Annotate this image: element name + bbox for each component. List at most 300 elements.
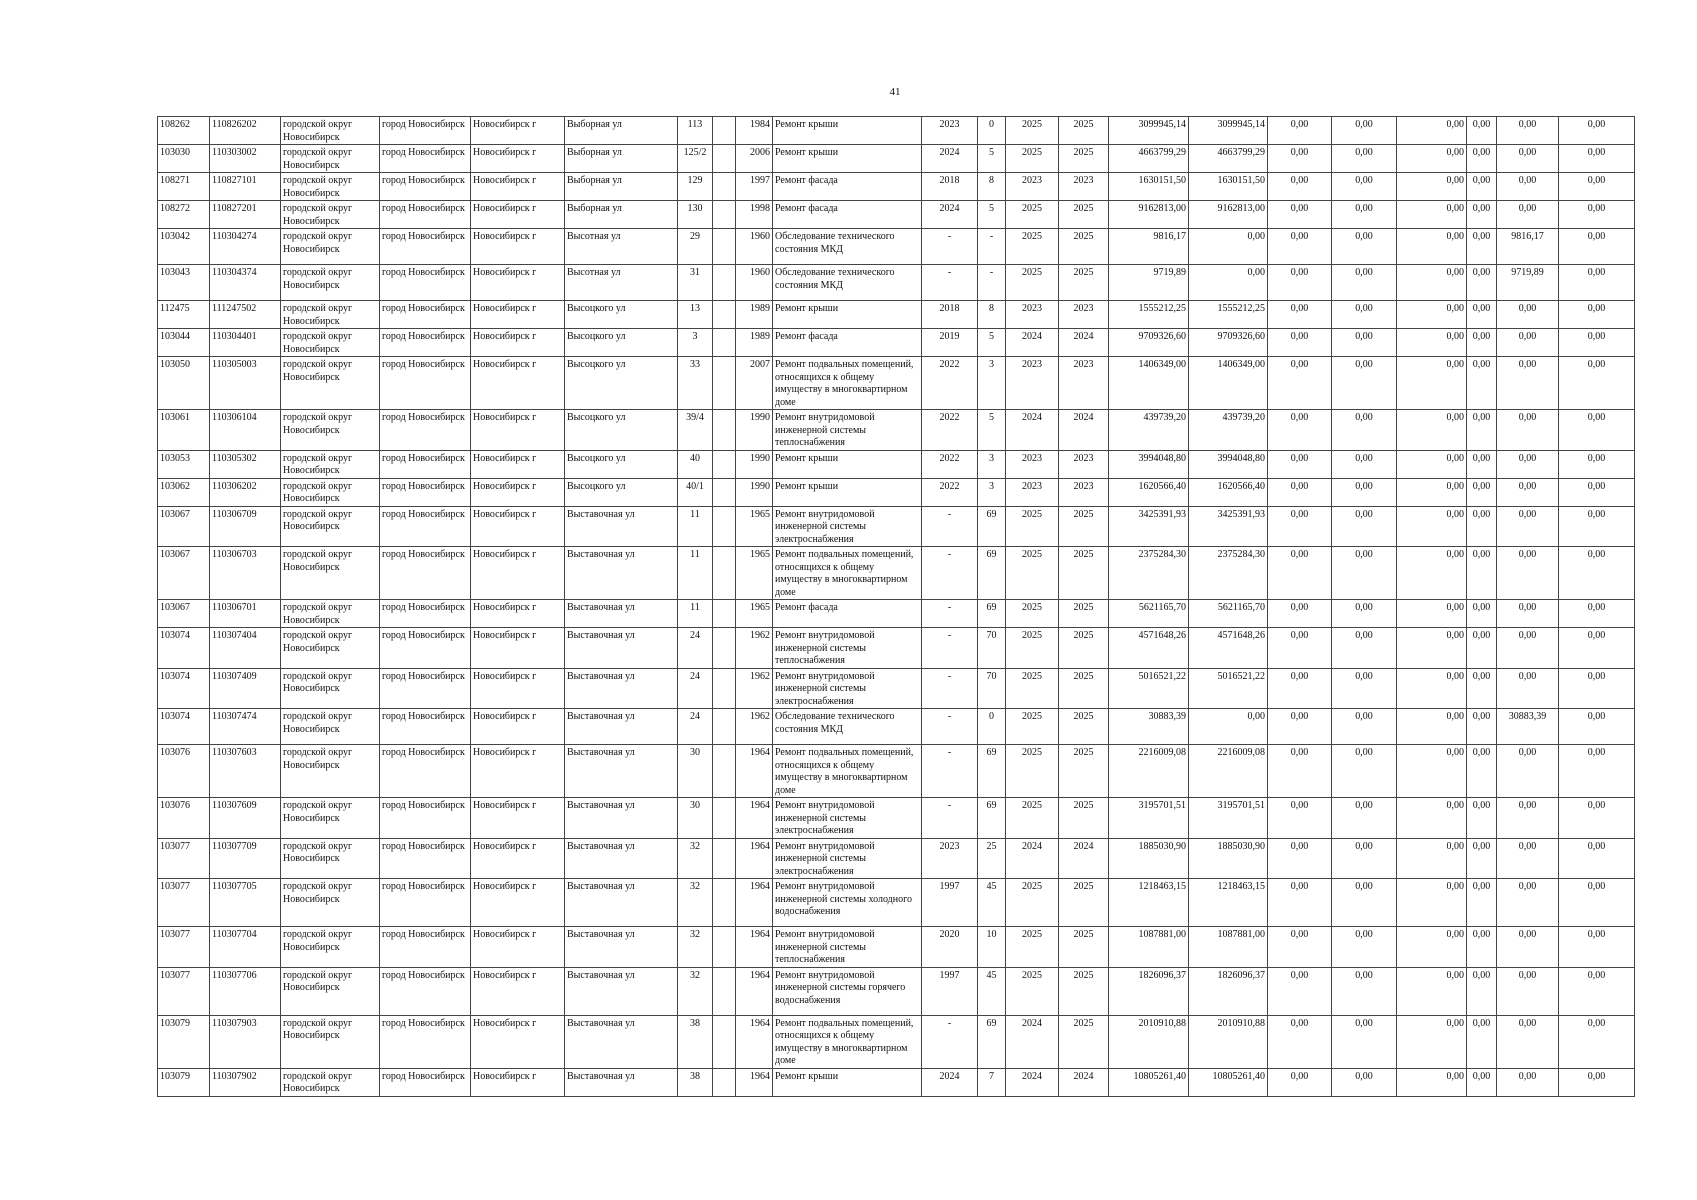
cell-city: Новосибирск г	[471, 117, 565, 145]
cell-fund-cost: 2010910,88	[1189, 1015, 1268, 1068]
cell-blank	[713, 709, 736, 745]
cell-survey-cost: 0,00	[1497, 927, 1559, 968]
cell-budget-regional: 0,00	[1332, 745, 1397, 798]
cell-settlement: город Новосибирск	[380, 668, 471, 709]
table-row	[158, 709, 1635, 745]
cell-fund-cost: 9709326,60	[1189, 329, 1268, 357]
cell-code: 110303002	[210, 145, 281, 173]
cell-total-cost: 4663799,29	[1109, 145, 1189, 173]
cell-code: 110305003	[210, 357, 281, 410]
cell-work-type: Обследование технического состояния МКД	[773, 709, 922, 745]
cell-code: 111247502	[210, 301, 281, 329]
cell-street: Выставочная ул	[565, 1015, 678, 1068]
cell-budget-local: 0,00	[1397, 301, 1467, 329]
cell-plan-start: 2025	[1006, 628, 1059, 669]
cell-settlement: город Новосибирск	[380, 838, 471, 879]
cell-other-funds: 0,00	[1467, 668, 1497, 709]
cell-city: Новосибирск г	[471, 301, 565, 329]
cell-wear: 0	[978, 117, 1006, 145]
cell-fund-cost: 439739,20	[1189, 410, 1268, 451]
cell-extra: 0,00	[1559, 301, 1635, 329]
cell-survey-cost: 0,00	[1497, 201, 1559, 229]
cell-wear: 69	[978, 1015, 1006, 1068]
cell-district: городской округ Новосибирск	[281, 173, 380, 201]
cell-last-repair-year: 2022	[922, 478, 978, 506]
cell-house: 125/2	[678, 145, 713, 173]
cell-total-cost: 3195701,51	[1109, 798, 1189, 839]
cell-total-cost: 1826096,37	[1109, 967, 1189, 1015]
cell-wear: 3	[978, 450, 1006, 478]
cell-blank	[713, 301, 736, 329]
cell-code: 110307474	[210, 709, 281, 745]
cell-district: городской округ Новосибирск	[281, 301, 380, 329]
cell-budget-local: 0,00	[1397, 798, 1467, 839]
cell-extra: 0,00	[1559, 450, 1635, 478]
cell-house: 32	[678, 967, 713, 1015]
cell-wear: 69	[978, 745, 1006, 798]
cell-survey-cost: 0,00	[1497, 329, 1559, 357]
cell-code: 110307902	[210, 1068, 281, 1096]
cell-other-funds: 0,00	[1467, 967, 1497, 1015]
table-row	[158, 967, 1635, 1015]
cell-id: 103044	[158, 329, 210, 357]
cell-fund-cost: 4571648,26	[1189, 628, 1268, 669]
cell-survey-cost: 0,00	[1497, 745, 1559, 798]
cell-fund-cost: 5621165,70	[1189, 600, 1268, 628]
cell-district: городской округ Новосибирск	[281, 265, 380, 301]
cell-total-cost: 3099945,14	[1109, 117, 1189, 145]
cell-last-repair-year: 2019	[922, 329, 978, 357]
cell-year-built: 1965	[736, 506, 773, 547]
cell-id: 103053	[158, 450, 210, 478]
cell-city: Новосибирск г	[471, 201, 565, 229]
cell-budget-federal: 0,00	[1268, 450, 1332, 478]
cell-street: Выставочная ул	[565, 967, 678, 1015]
cell-year-built: 1989	[736, 301, 773, 329]
cell-other-funds: 0,00	[1467, 879, 1497, 927]
cell-id: 103061	[158, 410, 210, 451]
cell-house: 129	[678, 173, 713, 201]
cell-other-funds: 0,00	[1467, 745, 1497, 798]
cell-last-repair-year: 2018	[922, 173, 978, 201]
cell-settlement: город Новосибирск	[380, 506, 471, 547]
table-row	[158, 798, 1635, 839]
cell-last-repair-year: -	[922, 229, 978, 265]
cell-code: 110305302	[210, 450, 281, 478]
cell-last-repair-year: -	[922, 745, 978, 798]
cell-id: 108272	[158, 201, 210, 229]
cell-id: 103074	[158, 628, 210, 669]
cell-plan-start: 2023	[1006, 173, 1059, 201]
cell-id: 103062	[158, 478, 210, 506]
cell-other-funds: 0,00	[1467, 410, 1497, 451]
cell-survey-cost: 0,00	[1497, 117, 1559, 145]
cell-district: городской округ Новосибирск	[281, 201, 380, 229]
cell-other-funds: 0,00	[1467, 329, 1497, 357]
table-row	[158, 838, 1635, 879]
cell-budget-local: 0,00	[1397, 506, 1467, 547]
cell-plan-start: 2024	[1006, 838, 1059, 879]
cell-code: 110827201	[210, 201, 281, 229]
cell-wear: 0	[978, 709, 1006, 745]
cell-budget-regional: 0,00	[1332, 410, 1397, 451]
cell-budget-local: 0,00	[1397, 1068, 1467, 1096]
cell-work-type: Ремонт крыши	[773, 145, 922, 173]
cell-work-type: Ремонт внутридомовой инженерной системы горячего водоснабжения	[773, 967, 922, 1015]
cell-extra: 0,00	[1559, 201, 1635, 229]
cell-street: Высоцкого ул	[565, 357, 678, 410]
cell-house: 30	[678, 798, 713, 839]
cell-city: Новосибирск г	[471, 357, 565, 410]
cell-city: Новосибирск г	[471, 838, 565, 879]
cell-other-funds: 0,00	[1467, 145, 1497, 173]
table-row	[158, 600, 1635, 628]
cell-budget-local: 0,00	[1397, 410, 1467, 451]
cell-plan-start: 2024	[1006, 410, 1059, 451]
cell-code: 110307709	[210, 838, 281, 879]
cell-house: 24	[678, 668, 713, 709]
cell-total-cost: 1630151,50	[1109, 173, 1189, 201]
cell-other-funds: 0,00	[1467, 357, 1497, 410]
cell-id: 103042	[158, 229, 210, 265]
cell-budget-regional: 0,00	[1332, 478, 1397, 506]
cell-settlement: город Новосибирск	[380, 1015, 471, 1068]
cell-district: городской округ Новосибирск	[281, 1015, 380, 1068]
cell-code: 110307704	[210, 927, 281, 968]
cell-work-type: Ремонт внутридомовой инженерной системы теплоснабжения	[773, 410, 922, 451]
cell-city: Новосибирск г	[471, 1068, 565, 1096]
cell-id: 108271	[158, 173, 210, 201]
cell-work-type: Ремонт внутридомовой инженерной системы электроснабжения	[773, 668, 922, 709]
cell-year-built: 1960	[736, 229, 773, 265]
cell-budget-federal: 0,00	[1268, 229, 1332, 265]
cell-house: 29	[678, 229, 713, 265]
cell-fund-cost: 1406349,00	[1189, 357, 1268, 410]
cell-work-type: Ремонт внутридомовой инженерной системы электроснабжения	[773, 506, 922, 547]
cell-wear: 70	[978, 668, 1006, 709]
cell-year-built: 1962	[736, 628, 773, 669]
cell-total-cost: 1885030,90	[1109, 838, 1189, 879]
cell-city: Новосибирск г	[471, 506, 565, 547]
cell-blank	[713, 927, 736, 968]
cell-city: Новосибирск г	[471, 967, 565, 1015]
cell-settlement: город Новосибирск	[380, 301, 471, 329]
cell-house: 11	[678, 506, 713, 547]
cell-total-cost: 1555212,25	[1109, 301, 1189, 329]
cell-budget-local: 0,00	[1397, 229, 1467, 265]
cell-budget-local: 0,00	[1397, 1015, 1467, 1068]
cell-plan-end: 2024	[1059, 329, 1109, 357]
cell-total-cost: 1406349,00	[1109, 357, 1189, 410]
cell-district: городской округ Новосибирск	[281, 798, 380, 839]
cell-blank	[713, 1015, 736, 1068]
cell-street: Выставочная ул	[565, 668, 678, 709]
cell-city: Новосибирск г	[471, 600, 565, 628]
cell-total-cost: 4571648,26	[1109, 628, 1189, 669]
cell-budget-regional: 0,00	[1332, 967, 1397, 1015]
cell-extra: 0,00	[1559, 838, 1635, 879]
cell-extra: 0,00	[1559, 745, 1635, 798]
cell-budget-federal: 0,00	[1268, 879, 1332, 927]
cell-settlement: город Новосибирск	[380, 745, 471, 798]
cell-plan-end: 2025	[1059, 117, 1109, 145]
cell-plan-end: 2024	[1059, 1068, 1109, 1096]
cell-district: городской округ Новосибирск	[281, 478, 380, 506]
cell-plan-start: 2025	[1006, 879, 1059, 927]
cell-year-built: 1964	[736, 798, 773, 839]
cell-id: 103077	[158, 879, 210, 927]
cell-city: Новосибирск г	[471, 329, 565, 357]
cell-budget-regional: 0,00	[1332, 450, 1397, 478]
cell-survey-cost: 9719,89	[1497, 265, 1559, 301]
cell-year-built: 1998	[736, 201, 773, 229]
cell-code: 110306709	[210, 506, 281, 547]
cell-code: 110307603	[210, 745, 281, 798]
cell-budget-federal: 0,00	[1268, 745, 1332, 798]
cell-total-cost: 1620566,40	[1109, 478, 1189, 506]
cell-other-funds: 0,00	[1467, 927, 1497, 968]
cell-blank	[713, 668, 736, 709]
cell-house: 40/1	[678, 478, 713, 506]
cell-street: Выставочная ул	[565, 879, 678, 927]
cell-budget-local: 0,00	[1397, 547, 1467, 600]
cell-total-cost: 2010910,88	[1109, 1015, 1189, 1068]
cell-other-funds: 0,00	[1467, 709, 1497, 745]
cell-plan-end: 2025	[1059, 668, 1109, 709]
cell-fund-cost: 1630151,50	[1189, 173, 1268, 201]
cell-house: 11	[678, 547, 713, 600]
cell-budget-local: 0,00	[1397, 745, 1467, 798]
cell-street: Выставочная ул	[565, 600, 678, 628]
cell-extra: 0,00	[1559, 1068, 1635, 1096]
cell-budget-federal: 0,00	[1268, 600, 1332, 628]
cell-other-funds: 0,00	[1467, 1015, 1497, 1068]
cell-year-built: 1965	[736, 547, 773, 600]
cell-year-built: 1964	[736, 879, 773, 927]
cell-year-built: 1960	[736, 265, 773, 301]
cell-budget-local: 0,00	[1397, 357, 1467, 410]
cell-wear: 25	[978, 838, 1006, 879]
cell-code: 110304401	[210, 329, 281, 357]
cell-settlement: город Новосибирск	[380, 600, 471, 628]
table-row	[158, 410, 1635, 451]
cell-survey-cost: 0,00	[1497, 450, 1559, 478]
cell-budget-regional: 0,00	[1332, 709, 1397, 745]
cell-survey-cost: 9816,17	[1497, 229, 1559, 265]
cell-budget-local: 0,00	[1397, 117, 1467, 145]
cell-fund-cost: 0,00	[1189, 229, 1268, 265]
cell-plan-end: 2025	[1059, 229, 1109, 265]
cell-budget-regional: 0,00	[1332, 668, 1397, 709]
cell-blank	[713, 265, 736, 301]
cell-last-repair-year: 2022	[922, 450, 978, 478]
cell-code: 110304274	[210, 229, 281, 265]
cell-other-funds: 0,00	[1467, 117, 1497, 145]
cell-extra: 0,00	[1559, 410, 1635, 451]
cell-survey-cost: 0,00	[1497, 1015, 1559, 1068]
cell-street: Выборная ул	[565, 117, 678, 145]
cell-last-repair-year: 2024	[922, 1068, 978, 1096]
cell-id: 103076	[158, 745, 210, 798]
cell-plan-end: 2023	[1059, 173, 1109, 201]
cell-wear: 8	[978, 173, 1006, 201]
cell-year-built: 1964	[736, 1068, 773, 1096]
cell-plan-start: 2025	[1006, 600, 1059, 628]
cell-extra: 0,00	[1559, 145, 1635, 173]
cell-work-type: Ремонт подвальных помещений, относящихся к общему имуществу в многоквартирном доме	[773, 547, 922, 600]
table-row	[158, 1015, 1635, 1068]
cell-street: Выборная ул	[565, 145, 678, 173]
cell-last-repair-year: 2023	[922, 838, 978, 879]
cell-blank	[713, 410, 736, 451]
cell-blank	[713, 450, 736, 478]
cell-house: 3	[678, 329, 713, 357]
cell-house: 32	[678, 838, 713, 879]
cell-budget-regional: 0,00	[1332, 927, 1397, 968]
cell-plan-start: 2025	[1006, 117, 1059, 145]
cell-last-repair-year: 2024	[922, 201, 978, 229]
cell-house: 24	[678, 628, 713, 669]
cell-survey-cost: 30883,39	[1497, 709, 1559, 745]
cell-code: 110306202	[210, 478, 281, 506]
cell-year-built: 1984	[736, 117, 773, 145]
cell-budget-federal: 0,00	[1268, 265, 1332, 301]
cell-id: 112475	[158, 301, 210, 329]
cell-year-built: 1962	[736, 668, 773, 709]
cell-plan-end: 2023	[1059, 357, 1109, 410]
cell-blank	[713, 547, 736, 600]
cell-blank	[713, 478, 736, 506]
cell-extra: 0,00	[1559, 600, 1635, 628]
cell-other-funds: 0,00	[1467, 265, 1497, 301]
cell-wear: 5	[978, 329, 1006, 357]
table-row	[158, 329, 1635, 357]
cell-code: 110307705	[210, 879, 281, 927]
table-body	[158, 117, 1635, 1097]
cell-code: 110307609	[210, 798, 281, 839]
cell-extra: 0,00	[1559, 628, 1635, 669]
cell-plan-start: 2023	[1006, 450, 1059, 478]
cell-budget-federal: 0,00	[1268, 301, 1332, 329]
cell-year-built: 1964	[736, 927, 773, 968]
cell-work-type: Ремонт подвальных помещений, относящихся к общему имуществу в многоквартирном доме	[773, 357, 922, 410]
cell-plan-end: 2024	[1059, 410, 1109, 451]
cell-last-repair-year: 1997	[922, 879, 978, 927]
cell-work-type: Ремонт фасада	[773, 201, 922, 229]
cell-house: 32	[678, 879, 713, 927]
cell-settlement: город Новосибирск	[380, 1068, 471, 1096]
cell-wear: 8	[978, 301, 1006, 329]
cell-code: 110306104	[210, 410, 281, 451]
cell-budget-local: 0,00	[1397, 329, 1467, 357]
cell-district: городской округ Новосибирск	[281, 745, 380, 798]
cell-fund-cost: 1885030,90	[1189, 838, 1268, 879]
cell-fund-cost: 3425391,93	[1189, 506, 1268, 547]
cell-house: 38	[678, 1068, 713, 1096]
cell-district: городской округ Новосибирск	[281, 879, 380, 927]
cell-district: городской округ Новосибирск	[281, 229, 380, 265]
cell-budget-local: 0,00	[1397, 668, 1467, 709]
cell-street: Высоцкого ул	[565, 329, 678, 357]
cell-other-funds: 0,00	[1467, 506, 1497, 547]
cell-city: Новосибирск г	[471, 265, 565, 301]
cell-plan-start: 2024	[1006, 329, 1059, 357]
cell-settlement: город Новосибирск	[380, 145, 471, 173]
cell-fund-cost: 0,00	[1189, 265, 1268, 301]
cell-work-type: Ремонт фасада	[773, 600, 922, 628]
cell-last-repair-year: 2024	[922, 145, 978, 173]
cell-budget-regional: 0,00	[1332, 879, 1397, 927]
cell-district: городской округ Новосибирск	[281, 709, 380, 745]
cell-budget-federal: 0,00	[1268, 201, 1332, 229]
cell-id: 103030	[158, 145, 210, 173]
cell-house: 38	[678, 1015, 713, 1068]
cell-district: городской округ Новосибирск	[281, 927, 380, 968]
cell-budget-federal: 0,00	[1268, 838, 1332, 879]
cell-budget-local: 0,00	[1397, 709, 1467, 745]
cell-fund-cost: 0,00	[1189, 709, 1268, 745]
cell-district: городской округ Новосибирск	[281, 145, 380, 173]
page-number: 41	[889, 86, 901, 98]
cell-budget-local: 0,00	[1397, 173, 1467, 201]
cell-plan-start: 2025	[1006, 265, 1059, 301]
cell-work-type: Ремонт внутридомовой инженерной системы холодного водоснабжения	[773, 879, 922, 927]
cell-other-funds: 0,00	[1467, 798, 1497, 839]
cell-extra: 0,00	[1559, 506, 1635, 547]
cell-district: городской округ Новосибирск	[281, 450, 380, 478]
cell-fund-cost: 1826096,37	[1189, 967, 1268, 1015]
cell-budget-local: 0,00	[1397, 265, 1467, 301]
cell-fund-cost: 2216009,08	[1189, 745, 1268, 798]
cell-street: Выставочная ул	[565, 547, 678, 600]
cell-budget-regional: 0,00	[1332, 173, 1397, 201]
cell-year-built: 2006	[736, 145, 773, 173]
cell-settlement: город Новосибирск	[380, 628, 471, 669]
repair-registry-table	[157, 116, 1635, 1097]
cell-plan-end: 2025	[1059, 745, 1109, 798]
cell-other-funds: 0,00	[1467, 173, 1497, 201]
cell-settlement: город Новосибирск	[380, 967, 471, 1015]
cell-plan-start: 2023	[1006, 301, 1059, 329]
cell-survey-cost: 0,00	[1497, 628, 1559, 669]
cell-city: Новосибирск г	[471, 478, 565, 506]
cell-extra: 0,00	[1559, 173, 1635, 201]
cell-year-built: 1965	[736, 600, 773, 628]
cell-fund-cost: 3195701,51	[1189, 798, 1268, 839]
cell-id: 103067	[158, 506, 210, 547]
cell-settlement: город Новосибирск	[380, 927, 471, 968]
cell-fund-cost: 10805261,40	[1189, 1068, 1268, 1096]
cell-blank	[713, 798, 736, 839]
cell-year-built: 1997	[736, 173, 773, 201]
cell-house: 24	[678, 709, 713, 745]
cell-street: Выставочная ул	[565, 1068, 678, 1096]
cell-year-built: 1990	[736, 410, 773, 451]
cell-code: 110307706	[210, 967, 281, 1015]
cell-budget-local: 0,00	[1397, 450, 1467, 478]
cell-house: 31	[678, 265, 713, 301]
cell-plan-end: 2024	[1059, 838, 1109, 879]
cell-blank	[713, 173, 736, 201]
table-row	[158, 229, 1635, 265]
cell-street: Выставочная ул	[565, 927, 678, 968]
cell-street: Выставочная ул	[565, 798, 678, 839]
cell-survey-cost: 0,00	[1497, 1068, 1559, 1096]
cell-budget-local: 0,00	[1397, 478, 1467, 506]
cell-code: 110826202	[210, 117, 281, 145]
cell-work-type: Ремонт внутридомовой инженерной системы электроснабжения	[773, 838, 922, 879]
cell-street: Выставочная ул	[565, 506, 678, 547]
